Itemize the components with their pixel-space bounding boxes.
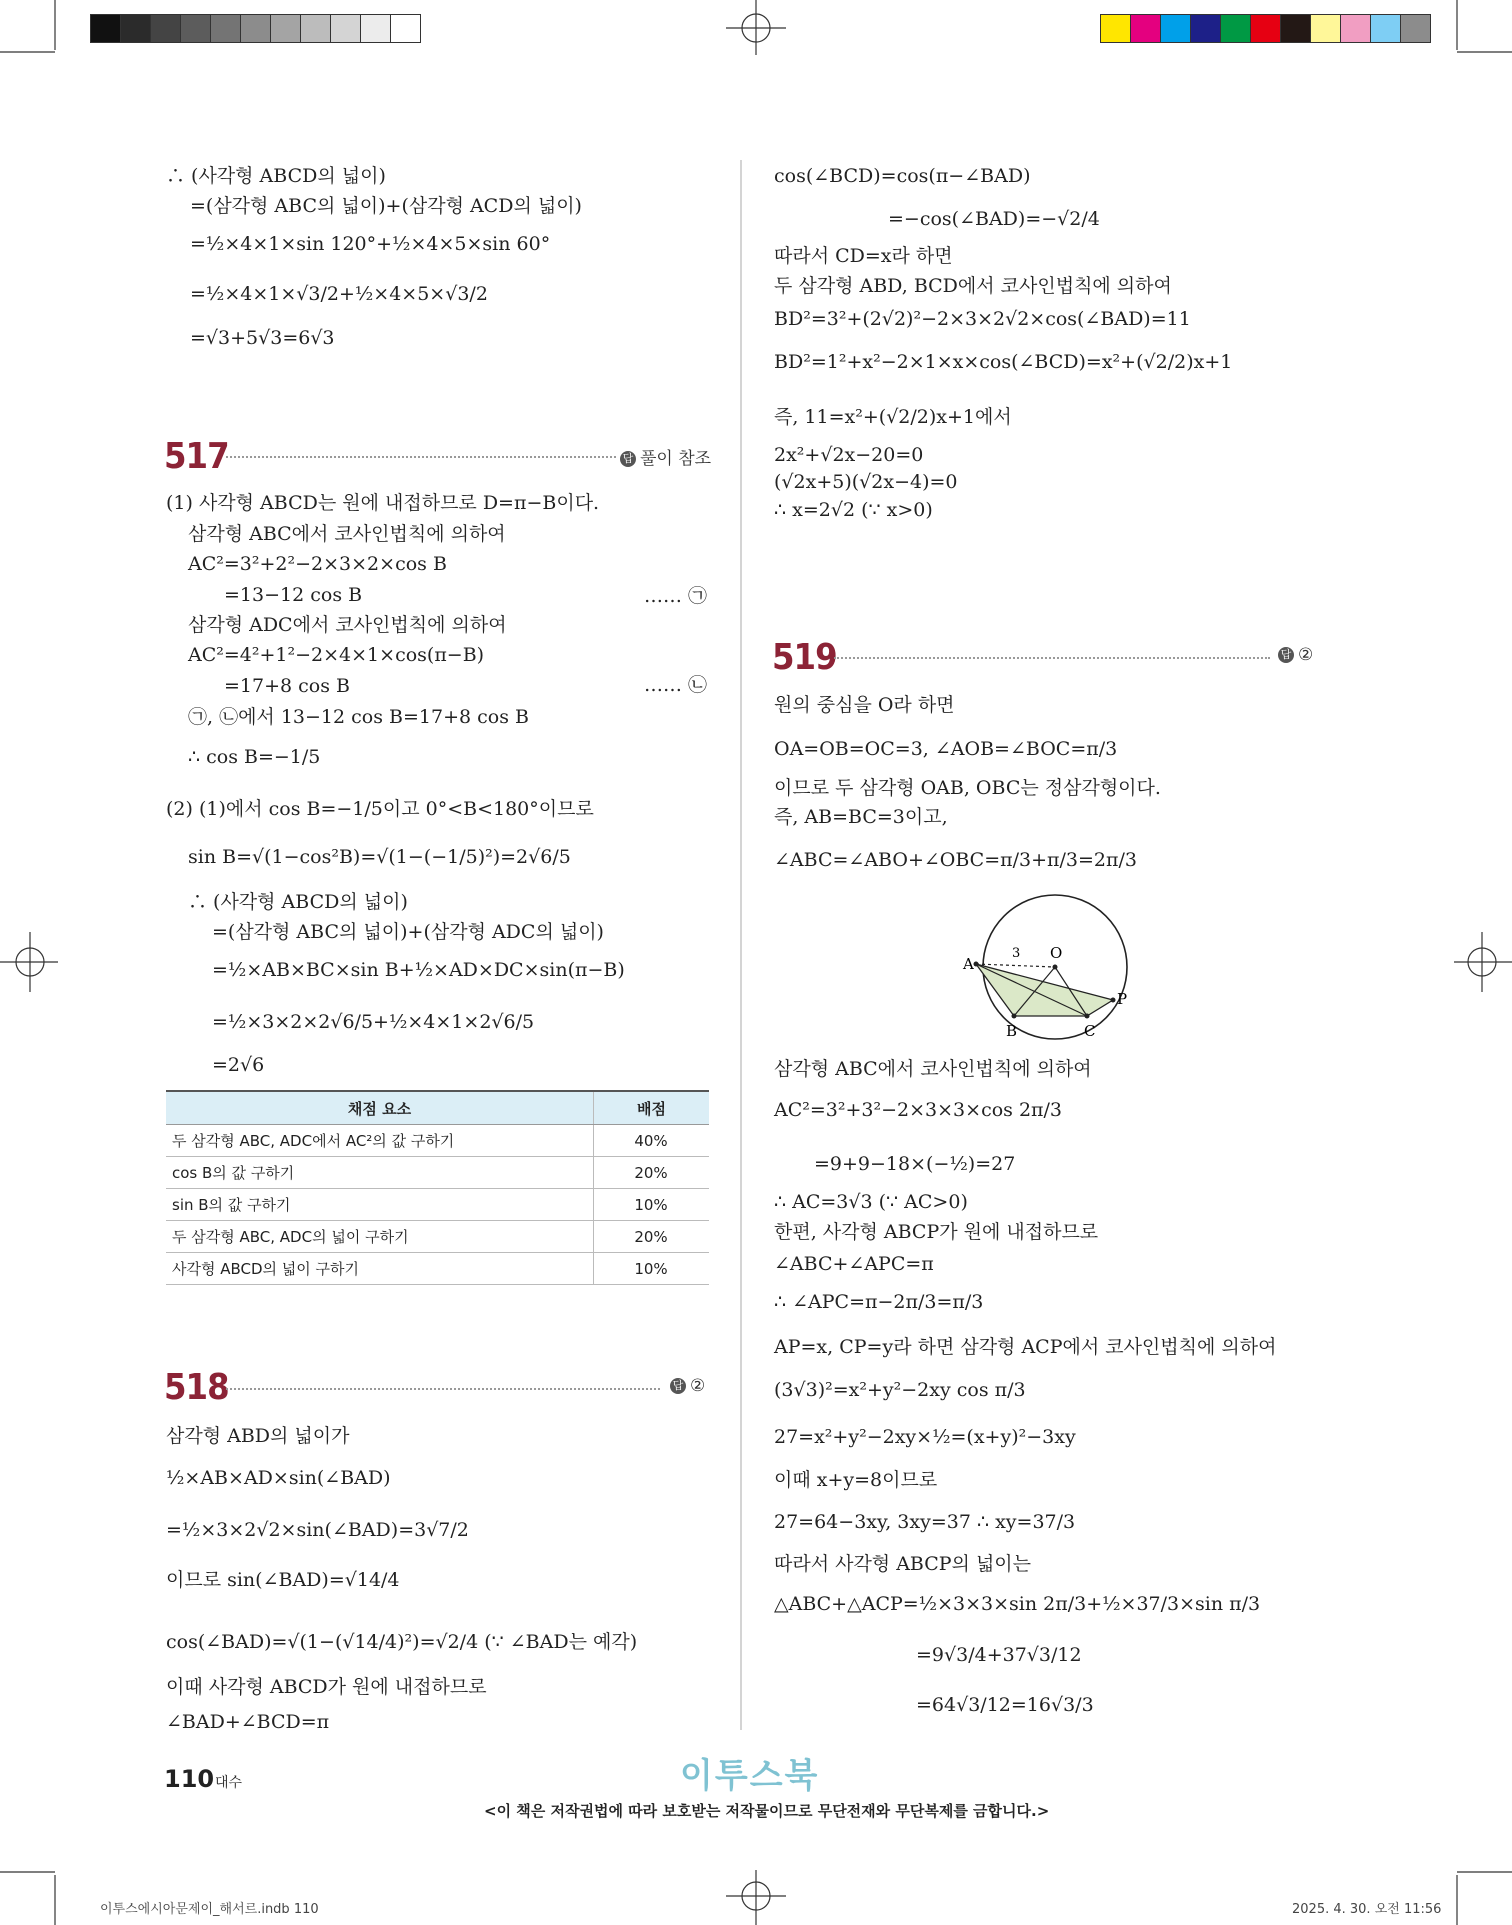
equation-mark-2: …… ㉡: [644, 674, 708, 696]
math-line: AP=x, CP=y라 하면 삼각형 ACP에서 코사인법칙에 의하여: [774, 1336, 1277, 1358]
math-line: OA=OB=OC=3, ∠AOB=∠BOC=π/3: [774, 738, 1118, 760]
math-line: =√3+5√3=6√3: [190, 327, 335, 349]
answer-text: 풀이 참조: [640, 449, 712, 469]
answer-518: [670, 1376, 705, 1396]
table-row: [166, 1157, 709, 1189]
subject-label: 대수: [215, 1775, 243, 1791]
label-p: P: [1117, 990, 1128, 1008]
answer-text: ②: [1298, 645, 1314, 665]
math-line: 이므로 두 삼각형 OAB, OBC는 정삼각형이다.: [774, 777, 1161, 799]
math-line: 두 삼각형 ABD, BCD에서 코사인법칙에 의하여: [774, 275, 1172, 297]
math-line: 삼각형 ABC에서 코사인법칙에 의하여: [774, 1058, 1092, 1080]
math-line: =−cos(∠BAD)=−√2/4: [888, 208, 1100, 230]
answer-519: [1278, 645, 1313, 665]
math-line: BD²=3²+(2√2)²−2×3×2√2×cos(∠BAD)=11: [774, 308, 1191, 330]
math-line: =13−12 cos B: [224, 584, 363, 606]
table-cell: 20%: [594, 1157, 710, 1189]
table-cell: 10%: [594, 1253, 710, 1285]
math-line: (2) (1)에서 cos B=−1/5이고 0°<B<180°이므로: [166, 798, 594, 820]
math-line: =½×4×1×sin 120°+½×4×5×sin 60°: [190, 233, 551, 255]
math-line: 이때 사각형 ABCD가 원에 내접하므로: [166, 1676, 487, 1698]
divider: [834, 657, 1270, 659]
math-line: ∠ABC=∠ABO+∠OBC=π/3+π/3=2π/3: [774, 849, 1137, 871]
math-line: ∴ (사각형 ABCD의 넓이): [188, 891, 408, 913]
point-p: [1111, 998, 1116, 1003]
math-line: 이때 x+y=8이므로: [774, 1469, 938, 1491]
math-line: △ABC+△ACP=½×3×3×sin 2π/3+½×37/3×sin π/3: [774, 1593, 1261, 1615]
math-line: BD²=1²+x²−2×1×x×cos(∠BCD)=x²+(√2/2)x+1: [774, 351, 1233, 373]
math-line: 삼각형 ABD의 넓이가: [166, 1425, 350, 1447]
answer-text: ②: [690, 1376, 706, 1396]
math-line: =(삼각형 ABC의 넓이)+(삼각형 ADC의 넓이): [212, 921, 604, 943]
table-header: 채점 요소: [166, 1091, 594, 1125]
math-line: 27=64−3xy, 3xy=37 ∴ xy=37/3: [774, 1511, 1076, 1533]
answer-517: [620, 444, 711, 469]
point-c: [1085, 1014, 1090, 1019]
point-b: [1012, 1014, 1017, 1019]
math-line: =9+9−18×(−½)=27: [814, 1153, 1016, 1175]
answer-badge-icon: 답: [620, 451, 636, 467]
math-line: 따라서 사각형 ABCP의 넓이는: [774, 1553, 1032, 1575]
math-line: ∠BAD+∠BCD=π: [166, 1711, 330, 1733]
math-line: 따라서 CD=x라 하면: [774, 245, 953, 267]
math-line: =9√3/4+37√3/12: [916, 1644, 1082, 1666]
scoring-table: [166, 1090, 709, 1285]
table-row: [166, 1221, 709, 1253]
label-c: C: [1084, 1022, 1096, 1040]
table-cell: cos B의 값 구하기: [166, 1157, 594, 1189]
publisher-logo: 이투스북: [680, 1756, 820, 1796]
math-line: sin B=√(1−cos²B)=√(1−(−1/5)²)=2√6/5: [188, 846, 571, 868]
math-line: =½×4×1×√3/2+½×4×5×√3/2: [190, 283, 488, 305]
table-cell: 10%: [594, 1189, 710, 1221]
math-line: AC²=3²+2²−2×3×2×cos B: [188, 553, 447, 575]
math-line: AC²=3²+3²−2×3×3×cos 2π/3: [774, 1099, 1063, 1121]
math-line: 삼각형 ABC에서 코사인법칙에 의하여: [188, 523, 506, 545]
math-line: 즉, AB=BC=3이고,: [774, 806, 948, 828]
copyright-notice: <이 책은 저작권법에 따라 보호받는 저작물이므로 무단전재와 무단복제를 금합니다.>: [484, 1802, 1050, 1820]
math-line: =17+8 cos B: [224, 675, 350, 697]
math-line: ∴ ∠APC=π−2π/3=π/3: [774, 1291, 984, 1313]
file-info: 이투스에시아문제이_해서르.indb 110: [100, 1902, 319, 1917]
math-line: 원의 중심을 O라 하면: [774, 694, 955, 716]
divider: [226, 456, 616, 458]
divider: [226, 1388, 660, 1390]
print-date: 2025. 4. 30. 오전 11:56: [1292, 1902, 1442, 1917]
math-line: cos(∠BCD)=cos(π−∠BAD): [774, 165, 1031, 187]
problem-number-518: 518: [164, 1367, 229, 1408]
table-cell: 사각형 ABCD의 넓이 구하기: [166, 1253, 594, 1285]
label-length: 3: [1012, 946, 1021, 961]
math-line: =½×3×2×2√6/5+½×4×1×2√6/5: [212, 1011, 535, 1033]
table-cell: 40%: [594, 1125, 710, 1157]
equation-mark-1: …… ㉠: [644, 585, 708, 607]
table-cell: sin B의 값 구하기: [166, 1189, 594, 1221]
math-line: AC²=4²+1²−2×4×1×cos(π−B): [188, 644, 485, 666]
math-line: =2√6: [212, 1054, 265, 1076]
math-line: (3√3)²=x²+y²−2xy cos π/3: [774, 1379, 1026, 1401]
math-line: ㉠, ㉡에서 13−12 cos B=17+8 cos B: [188, 706, 529, 728]
table-cell: 20%: [594, 1221, 710, 1253]
math-line: ∴ x=2√2 (∵ x>0): [774, 499, 933, 521]
table-cell: 두 삼각형 ABC, ADC의 넓이 구하기: [166, 1221, 594, 1253]
math-line: ∴ AC=3√3 (∵ AC>0): [774, 1191, 968, 1213]
label-o: O: [1050, 944, 1063, 962]
math-line: 이므로 sin(∠BAD)=√14/4: [166, 1569, 400, 1591]
point-a: [974, 962, 979, 967]
point-o: [1053, 965, 1058, 970]
table-header: 배점: [594, 1091, 710, 1125]
math-line: =½×AB×BC×sin B+½×AD×DC×sin(π−B): [212, 959, 625, 981]
math-line: (√2x+5)(√2x−4)=0: [774, 471, 958, 493]
problem-number-519: 519: [772, 637, 837, 678]
math-line: =64√3/12=16√3/3: [916, 1694, 1094, 1716]
label-b: B: [1006, 1022, 1018, 1040]
math-line: 삼각형 ADC에서 코사인법칙에 의하여: [188, 614, 507, 636]
math-line: 27=x²+y²−2xy×½=(x+y)²−3xy: [774, 1426, 1076, 1448]
math-line: ∴ cos B=−1/5: [188, 746, 321, 768]
page-number: 110: [164, 1765, 215, 1793]
answer-badge-icon: 답: [670, 1378, 686, 1394]
math-line: 즉, 11=x²+(√2/2)x+1에서: [774, 406, 1012, 428]
math-line: 한편, 사각형 ABCP가 원에 내접하므로: [774, 1221, 1099, 1243]
math-line: ∠ABC+∠APC=π: [774, 1253, 934, 1275]
math-line: =½×3×2√2×sin(∠BAD)=3√7/2: [166, 1519, 469, 1541]
problem-number-517: 517: [164, 436, 229, 477]
table-cell: 두 삼각형 ABC, ADC에서 AC²의 값 구하기: [166, 1125, 594, 1157]
table-row: [166, 1253, 709, 1285]
math-line: cos(∠BAD)=√(1−(√14/4)²)=√2/4 (∵ ∠BAD는 예각): [166, 1631, 638, 1653]
math-line: 2x²+√2x−20=0: [774, 444, 924, 466]
math-line: (1) 사각형 ABCD는 원에 내접하므로 D=π−B이다.: [166, 492, 600, 514]
math-line: ∴ (사각형 ABCD의 넓이): [166, 165, 386, 187]
answer-badge-icon: 답: [1278, 647, 1294, 663]
math-line: =(삼각형 ABC의 넓이)+(삼각형 ACD의 넓이): [190, 195, 582, 217]
circle-figure: [950, 890, 1140, 1050]
table-row: [166, 1125, 709, 1157]
math-line: ½×AB×AD×sin(∠BAD): [166, 1467, 391, 1489]
label-a: A: [963, 955, 974, 973]
table-row: [166, 1189, 709, 1221]
